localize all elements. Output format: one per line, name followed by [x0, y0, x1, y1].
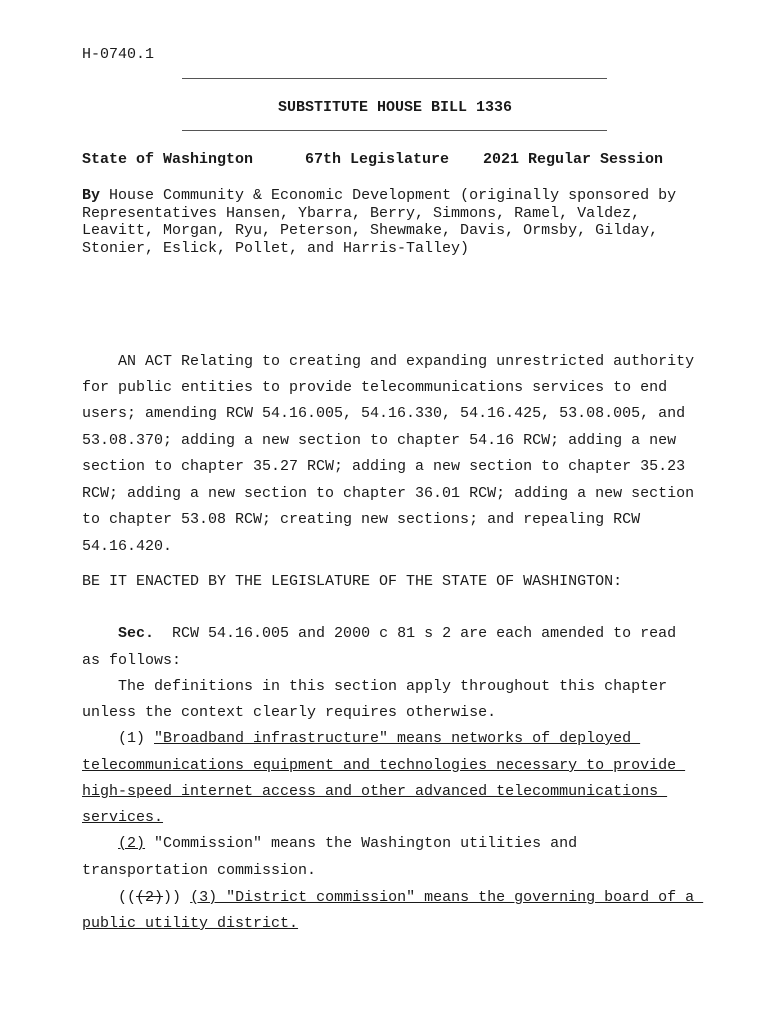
definition-2 [82, 835, 577, 853]
by-label: By [82, 187, 101, 204]
def3-inserted-line: public utility district. [82, 915, 299, 932]
act-line: AN ACT Relating to creating and expanding unrestricted authority [82, 353, 695, 370]
bill-title: SUBSTITUTE HOUSE BILL 1336 [277, 99, 513, 116]
legislature-label: 67th Legislature [305, 151, 450, 168]
def3-space [181, 889, 190, 906]
def1-prefix: (1) [82, 730, 155, 747]
def1-inserted-line: high-speed internet access and other advanced telecommunications [82, 783, 668, 800]
def3-open-paren: (( [118, 889, 137, 906]
def1-inserted-text: "Broadband infrastructure" means networks of deployed [154, 730, 641, 747]
sponsor-text: House Community & Economic Development (originally sponsored by Representatives Hansen, Ybarra, Berry, Simmons, Ramel, Valdez, Leavitt, Morgan, Ryu, Peterson, Shewmake, Davis, Ormsby, Gilday, Stonier, Eslick, Pollet, and Harris-Talley) [82, 187, 677, 257]
definitions-intro: unless the context clearly requires otherwise. [82, 704, 497, 721]
state-label: State of Washington [82, 151, 254, 168]
def3-close-paren: )) [163, 889, 182, 906]
sec-label: Sec. [118, 625, 155, 642]
def2-text: "Commission" means the Washington utilities and [145, 835, 578, 852]
def3-struck-number: (2) [136, 889, 164, 906]
def1-inserted-line: telecommunications equipment and technologies necessary to provide [82, 757, 686, 774]
def1-inserted-line: services. [82, 809, 164, 826]
act-line: 53.08.370; adding a new section to chapter 54.16 RCW; adding a new [82, 432, 677, 449]
session-label: 2021 Regular Session [483, 151, 664, 168]
definition-3 [82, 889, 703, 907]
def3-inserted-text: (3) "District commission" means the governing board of a [190, 889, 704, 906]
section-heading-cont: as follows: [82, 652, 182, 669]
act-line: RCW; adding a new section to chapter 36.01 RCW; adding a new section [82, 485, 695, 502]
sec-text: RCW 54.16.005 and 2000 c 81 s 2 are each amended to read [154, 625, 677, 642]
definition-1 [82, 730, 640, 748]
def2-indent [82, 835, 118, 852]
def3-indent [82, 889, 118, 906]
sponsor-block [82, 187, 702, 257]
title-bottom-rule [182, 130, 607, 131]
act-line: to chapter 53.08 RCW; creating new sections; and repealing RCW [82, 511, 641, 528]
enacting-clause: BE IT ENACTED BY THE LEGISLATURE OF THE STATE OF WASHINGTON: [82, 573, 623, 590]
act-line: for public entities to provide telecommunications services to end [82, 379, 668, 396]
act-line: 54.16.420. [82, 538, 173, 555]
title-top-rule [182, 78, 607, 79]
def2-inserted-number: (2) [118, 835, 146, 852]
section-heading [82, 625, 676, 643]
definitions-intro: The definitions in this section apply throughout this chapter [82, 678, 668, 695]
act-line: users; amending RCW 54.16.005, 54.16.330, 54.16.425, 53.08.005, and [82, 405, 686, 422]
document-id: H-0740.1 [82, 46, 155, 63]
def2-cont: transportation commission. [82, 862, 317, 879]
act-line: section to chapter 35.27 RCW; adding a new section to chapter 35.23 [82, 458, 686, 475]
